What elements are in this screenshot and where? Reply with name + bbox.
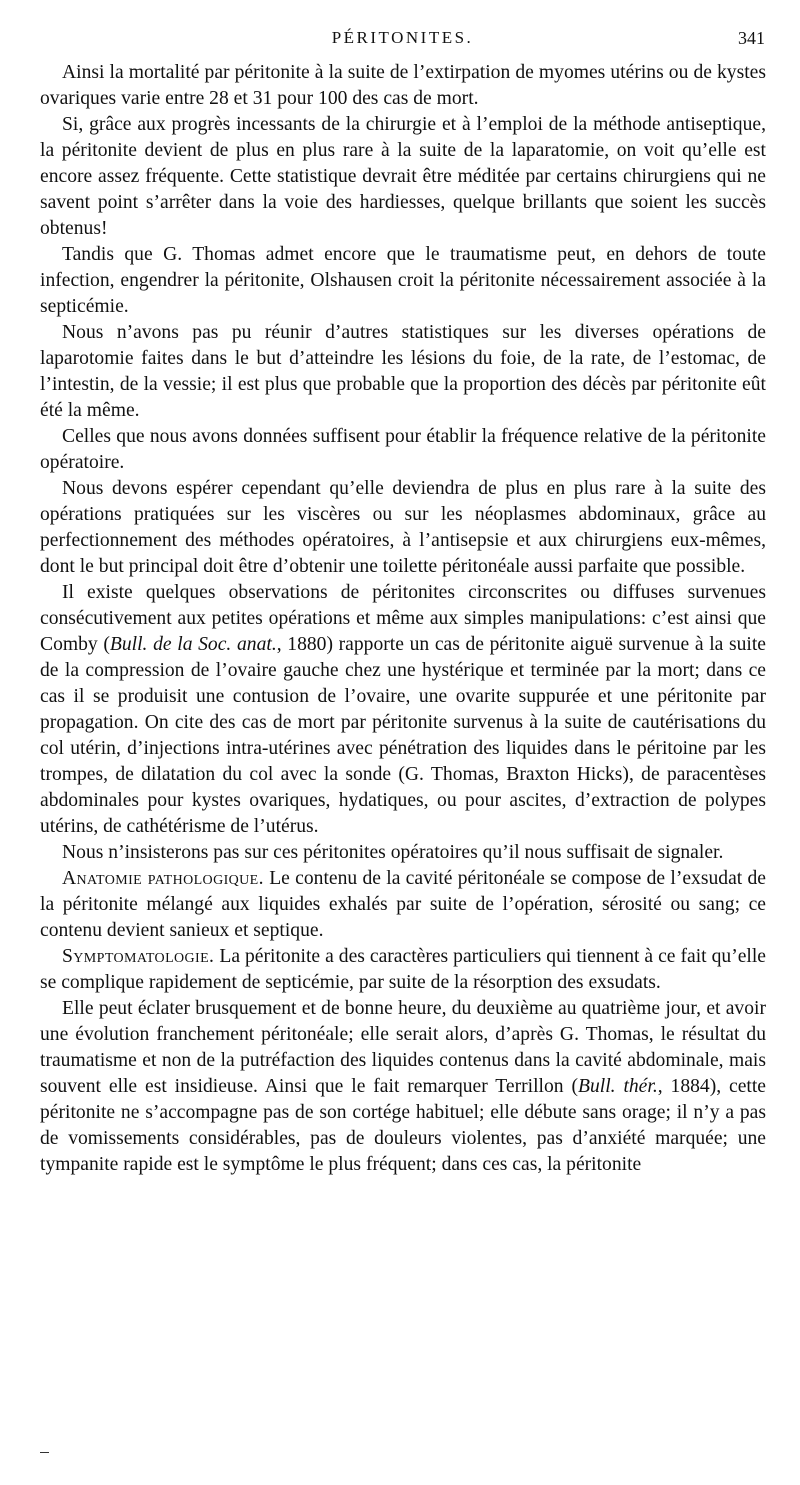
paragraph-hope: Nous devons espérer cependant qu’elle deviendra de plus en plus rare à la suite des opérations pratiquées sur les viscères ou sur les néoplasmes abdominaux, grâce au perfectionnement des méthodes opératoires, à l’antisepsie et aux chirurgiens eux-mêmes, dont le but principal doit être d’obtenir une toilette péritonéale aussi parfaite que possible.: [40, 478, 766, 577]
text-segment: , 1880) rapporte un cas de péritonite aiguë survenue à la suite de la compression de l’ovaire gauche chez une hystérique et terminée par la mort; dans ce cas il se produisit une contusion de l’ovaire, une ovarite suppurée et une péritonite par propagation. On cite des cas de mort par péritonite survenus à la suite de cautérisations du col utérin, d’injections intra-utérines avec pénétration des liquides dans le péritoine par les trompes, de dilatation du col avec la sonde (G. Thomas, Braxton Hicks), de paracentèses abdominales pour kystes ovariques, hydatiques, ou pour ascites, d’extraction de polypes utérins, de cathétérisme de l’utérus.: [40, 634, 766, 837]
page-header: [40, 28, 765, 54]
citation-italic: Bull. thér.: [578, 1076, 658, 1097]
running-title: PÉRITONITES.: [331, 28, 474, 47]
paragraph-mortality: Ainsi la mortalité par péritonite à la suite de l’extirpation de myomes utérins ou de kystes ovariques varie entre 28 et 31 pour 100 des cas de mort.: [40, 62, 766, 109]
text-segment: Il existe quelques observations de péritonites circonscrites ou diffuses survenues consécutivement aux petites opérations et même aux simples manipulations: c’est ainsi que Comby (: [40, 582, 766, 655]
citation-italic: Bull. de la Soc. anat.: [109, 634, 277, 655]
text-segment: Le contenu de la cavité péritonéale se compose de l’exsudat de la péritonite mélangé aux liquides exhalés par suite de l’opération, sérosité ou sang; ce contenu devient sanieux et septique.: [40, 868, 766, 941]
paragraph-frequency: Celles que nous avons données suffisent pour établir la fréquence relative de la péritonite opératoire.: [40, 426, 766, 473]
text-segment: Elle peut éclater brusquement et de bonne heure, du deuxième au quatrième jour, et avoir une évolution franchement péritonéale; elle serait alors, d’après G. Thomas, le résultat du traumatisme et non de la putréfaction des liquides contenus dans la cavité abdominale, mais souvent elle est insidieuse. Ainsi que le fait remarquer Terrillon (: [40, 998, 766, 1097]
text-segment: , 1884), cette péritonite ne s’accompagne pas de son cortége habituel; elle débute sans orage; il n’y a pas de vomissements considérables, pas de douleurs violentes, pas d’anxiété marquée; une tympanite rapide est le symptôme le plus fréquent; dans ces cas, la péritonite: [40, 1076, 766, 1175]
section-heading-symptomatology: Symptomatologie.: [62, 946, 215, 967]
paragraph-onset: [40, 996, 766, 1178]
paragraph-anatomy: [40, 866, 766, 944]
section-heading-anatomy: Anatomie pathologique.: [62, 868, 264, 889]
paragraph-antiseptic: Si, grâce aux progrès incessants de la chirurgie et à l’emploi de la méthode antiseptique, la péritonite devient de plus en plus rare à la suite de la laparatomie, on voit qu’elle est encore assez fréquente. Cette statistique devrait être méditée par certains chirurgiens qui ne savent point s’arrêter dans la voie des hardiesses, quelque brillants que soient les succès obtenus!: [40, 114, 766, 239]
paragraph-thomas: Tandis que G. Thomas admet encore que le traumatisme peut, en dehors de toute infection, engendrer la péritonite, Olshausen croit la péritonite nécessairement associée à la septicémie.: [40, 244, 766, 317]
body-text: [40, 60, 766, 1178]
paragraph-statistics: Nous n’avons pas pu réunir d’autres statistiques sur les diverses opérations de laparotomie faites dans le but d’atteindre les lésions du foie, de la rate, de l’estomac, de l’intestin, de la vessie; il est plus que probable que la proportion des décès par péritonite eût été la même.: [40, 322, 766, 421]
page-number: 341: [738, 28, 765, 48]
text-segment: La péritonite a des caractères particuliers qui tiennent à ce fait qu’elle se complique rapidement de septicémie, par suite de la résorption des exsudats.: [40, 946, 766, 993]
margin-mark: [40, 1452, 49, 1453]
paragraph-insist: Nous n’insisterons pas sur ces péritonites opératoires qu’il nous suffisait de signaler.: [62, 842, 724, 863]
paragraph-observations: [40, 580, 766, 840]
paragraph-symptomatology: [40, 944, 766, 996]
